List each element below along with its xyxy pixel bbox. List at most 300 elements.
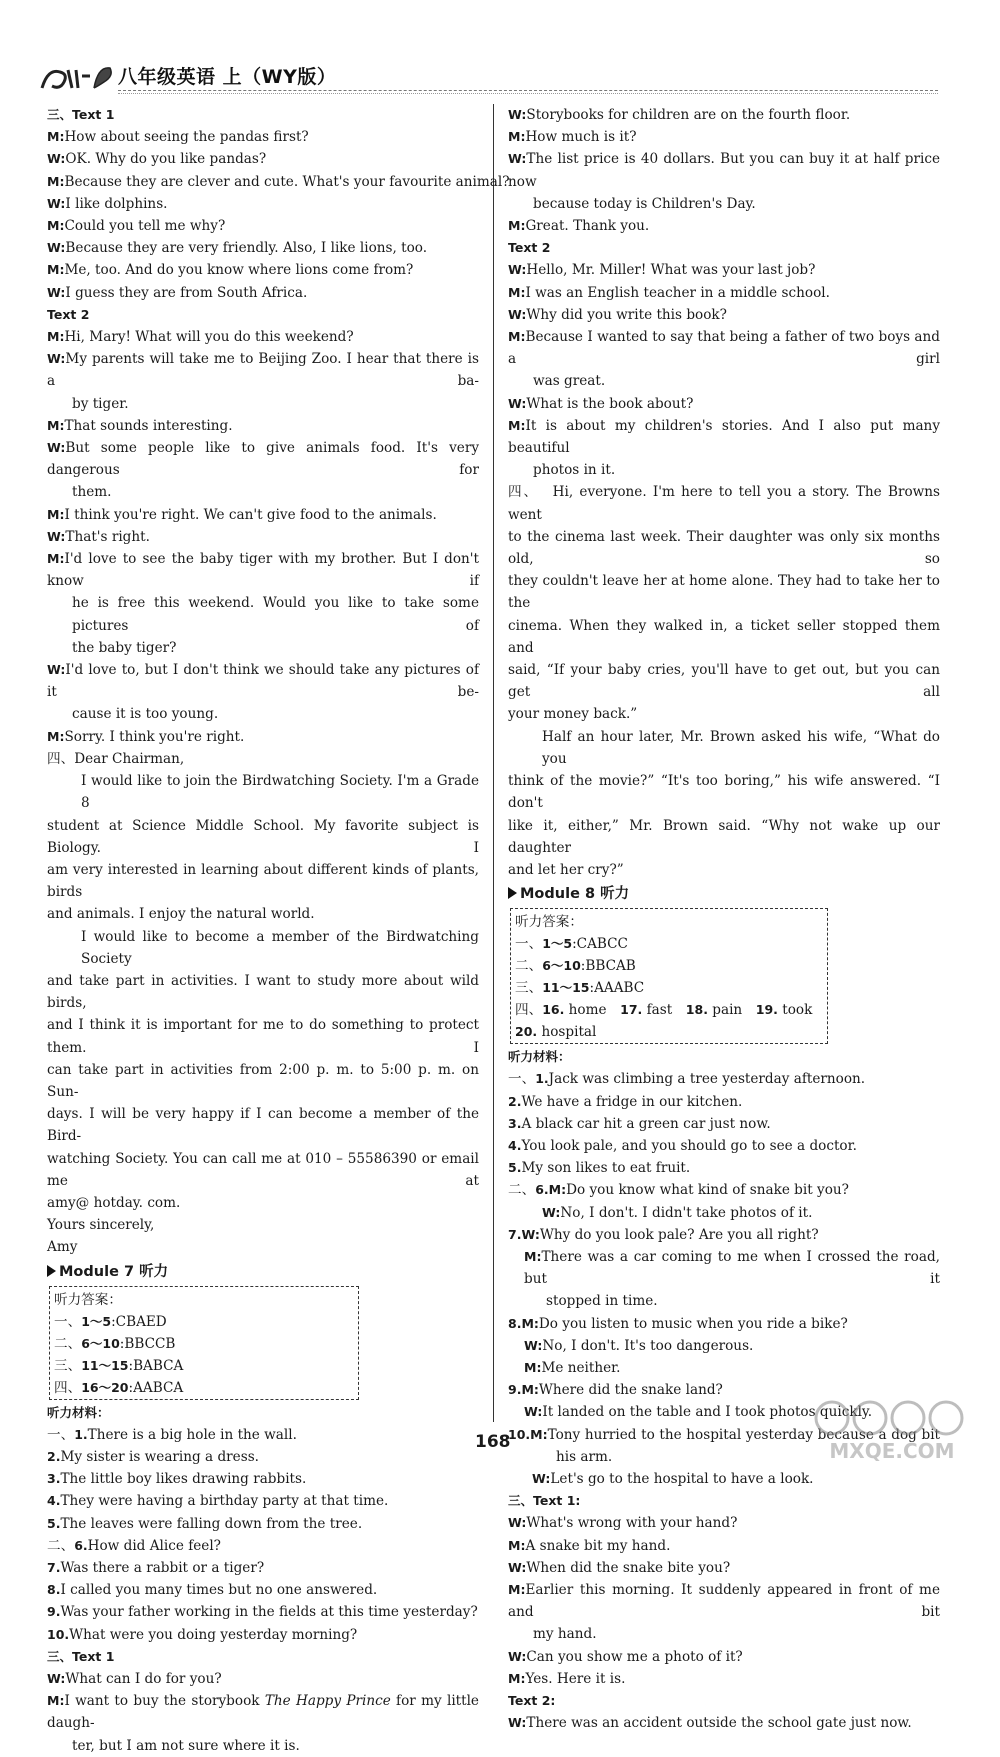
dialogue-text: It is about my children's stories. And I also put many beautiful: [508, 417, 940, 457]
section-marker: 二、: [47, 1537, 75, 1554]
answer-range: 1～5: [542, 936, 573, 952]
text-line: [508, 1357, 940, 1379]
dialogue-text: Can you show me a photo of it?: [526, 1648, 743, 1665]
text-line: [47, 526, 479, 548]
text-line: [47, 726, 479, 748]
item-text: They were having a birthday party at that time.: [60, 1493, 389, 1510]
speaker-label: W:: [508, 306, 527, 322]
section-marker: 四、: [47, 750, 75, 767]
item-number: 2.: [47, 1448, 61, 1464]
text-line: [508, 1290, 940, 1312]
dialogue-text: I'd love to, but I don't think we should take any pictures of it be-: [47, 662, 479, 701]
section-marker: 四、: [515, 1002, 543, 1019]
item-text: My son likes to eat fruit.: [521, 1160, 691, 1177]
dialogue-text: How about seeing the pandas first?: [64, 129, 309, 146]
text-line: [54, 1311, 352, 1333]
text-line: [508, 1091, 940, 1113]
text-line: [508, 1512, 940, 1534]
page-header: [38, 58, 938, 98]
text-line: [54, 1355, 352, 1377]
item-number: 6.: [74, 1537, 88, 1553]
dialogue-text: Me neither.: [541, 1359, 621, 1376]
answer-number: 17.: [620, 1002, 643, 1018]
speaker-label: W:: [521, 1226, 540, 1242]
text-line: [508, 1712, 940, 1734]
dialogue-text: I guess they are from South Africa.: [65, 284, 308, 301]
column-divider: [493, 104, 494, 1422]
text-line: [508, 459, 940, 481]
dialogue-text: Because they are very friendly. Also, I like lions, too.: [65, 240, 428, 257]
answer-range: 1～5: [81, 1313, 112, 1329]
item-text: Was there a rabbit or a tiger?: [60, 1559, 265, 1576]
text-line: [508, 726, 940, 770]
speaker-label: M:: [47, 262, 65, 278]
speaker-label: M:: [47, 551, 65, 567]
text-line: [508, 659, 940, 703]
dialogue-text: That sounds interesting.: [64, 417, 233, 434]
answer-range: 6～10: [81, 1335, 120, 1351]
dialogue-text: Why do you look pale? Are you all right?: [539, 1226, 819, 1243]
text-line: [508, 1623, 940, 1645]
text-line: [47, 1402, 479, 1424]
dialogue-text: my hand.: [533, 1626, 597, 1643]
item-number: 4.: [508, 1137, 522, 1153]
speaker-label: M:: [47, 506, 65, 522]
text-line: [508, 126, 940, 148]
text-line: [508, 526, 940, 570]
speaker-label: M:: [548, 1182, 567, 1198]
text-line: [508, 1468, 940, 1490]
dialogue-text: by tiger.: [72, 395, 129, 412]
speaker-label: W:: [47, 662, 66, 678]
book-title-italic: The Happy Prince: [264, 1693, 391, 1710]
text-line: [47, 703, 479, 725]
speaker-label: M:: [521, 1382, 539, 1398]
dialogue-text: OK. Why do you like pandas?: [65, 151, 267, 168]
letter-text: student at Science Middle School. My favorite subject is Biology. I: [47, 817, 479, 856]
speaker-label: W:: [508, 1515, 527, 1531]
item-number: 8.: [47, 1582, 61, 1598]
answer-key: :AABCA: [128, 1379, 184, 1396]
letter-text: watching Society. You can call me at 010 – 55586390 or email me at: [47, 1150, 479, 1189]
answer-range: 16～20: [81, 1379, 129, 1395]
text-line: [508, 615, 940, 659]
section-marker: 一、: [508, 1071, 536, 1088]
text-line: [47, 1624, 479, 1646]
dialogue-text: I was an English teacher in a middle school.: [525, 284, 830, 301]
text-line: [47, 437, 479, 481]
answer-word: home: [564, 1002, 607, 1019]
dialogue-text: There was an accident outside the school gate just now.: [526, 1715, 912, 1732]
dialogue-text: No, I don't. It's too dangerous.: [542, 1337, 754, 1354]
text-line: [508, 1135, 940, 1157]
item-number: 10.: [508, 1426, 531, 1442]
item-number: 4.: [47, 1493, 61, 1509]
answer-box-title: 听力答案：: [54, 1291, 122, 1308]
speaker-label: W:: [47, 240, 66, 256]
speaker-label: W:: [508, 107, 527, 122]
item-number: 10.: [47, 1626, 70, 1642]
dialogue-text: What's wrong with your hand?: [526, 1515, 738, 1532]
text-line: [508, 148, 940, 192]
letter-text: I would like to become a member of the Birdwatching Society: [81, 928, 479, 967]
module-title: Module 8 听力: [520, 886, 630, 903]
text-line: [508, 393, 940, 415]
text-line: [47, 1424, 479, 1446]
dialogue-text: Great. Thank you.: [525, 218, 650, 235]
page-number: 168: [475, 1432, 511, 1452]
watermark-text: MXQE.COM: [829, 1439, 955, 1463]
text-line: [508, 237, 940, 259]
story-text: like it, either,” Mr. Brown said. “Why not wake up our daughter: [508, 817, 940, 856]
text-line: [47, 970, 479, 1014]
item-text: The leaves were falling down from the tree.: [60, 1515, 363, 1532]
item-number: 5.: [508, 1160, 522, 1176]
answer-word: fast: [642, 1002, 673, 1019]
speaker-label: M:: [508, 1670, 526, 1686]
section-marker: 三、: [54, 1357, 82, 1374]
text-line: [47, 637, 479, 659]
dialogue-text: Because they are clever and cute. What's your favourite animal?: [64, 173, 510, 190]
text-line: [508, 282, 940, 304]
letter-text: and animals. I enjoy the natural world.: [47, 906, 315, 923]
dialogue-text: Yes. Here it is.: [525, 1670, 626, 1687]
text-line: [508, 326, 940, 370]
dialogue-text: Why did you write this book?: [526, 306, 727, 323]
story-text: Hi, everyone. I'm here to tell you a story. The Browns went: [508, 484, 941, 523]
text-line: [515, 999, 821, 1021]
story-text: they couldn't leave her at home alone. They had to take her to the: [508, 573, 940, 612]
dialogue-text: What can I do for you?: [65, 1671, 222, 1687]
text-line: [515, 911, 821, 933]
dialogue-text: Hi, Mary! What will you do this weekend?: [64, 329, 354, 346]
item-text: My sister is wearing a dress.: [60, 1448, 259, 1465]
text-line: [508, 1557, 940, 1579]
speaker-label: W:: [47, 151, 66, 167]
text-line: [47, 326, 479, 348]
story-text: Half an hour later, Mr. Brown asked his wife, “What do you: [542, 728, 940, 767]
answer-key: :CBAED: [111, 1313, 167, 1330]
text-line: [508, 215, 940, 237]
answer-box: [510, 908, 828, 1044]
section-marker: 一、: [515, 936, 543, 953]
dialogue-text: Let's go to the hospital to have a look.: [550, 1470, 814, 1487]
story-text: your money back.”: [508, 706, 638, 723]
text-line: [47, 926, 479, 970]
text-line: [508, 1246, 940, 1290]
text-line: [508, 1335, 940, 1357]
text-line: [47, 304, 479, 326]
speaker-label: W:: [47, 195, 66, 211]
section-marker: 三、: [515, 980, 543, 997]
text-line: [515, 955, 821, 977]
item-text: Jack was climbing a tree yesterday afternoon.: [548, 1071, 866, 1088]
speaker-label: W:: [508, 1715, 527, 1731]
speaker-label: M:: [47, 129, 65, 145]
text-line: [508, 1068, 940, 1090]
speaker-label: M:: [47, 218, 65, 234]
answer-key: :BBCCB: [119, 1335, 176, 1352]
dialogue-text: Me, too. And do you know where lions come from?: [64, 262, 414, 279]
item-number: 3.: [47, 1471, 61, 1487]
text-line: [47, 504, 479, 526]
answer-number: 19.: [755, 1002, 778, 1018]
section-marker: 一、: [47, 1426, 75, 1443]
item-number: 5.: [47, 1515, 61, 1531]
text-line: [508, 570, 940, 614]
story-text: said, “If your baby cries, you'll have to get out, but you can get all: [508, 662, 940, 701]
text-line: [508, 259, 940, 281]
answer-number: 18.: [685, 1002, 708, 1018]
letter-text: Amy: [47, 1239, 78, 1256]
dialogue-text: A snake bit my hand.: [525, 1537, 671, 1554]
speaker-label: M:: [508, 417, 526, 433]
header-rule: [118, 90, 938, 94]
letter-text: can take part in activities from 2:00 p. m. to 5:00 p. m. on Sun-: [47, 1061, 479, 1100]
answer-number: 16.: [542, 1002, 565, 1018]
dialogue-text: them.: [72, 484, 112, 501]
text-line: [47, 237, 479, 259]
dialogue-text: What is the book about?: [526, 395, 694, 412]
text-line: [47, 126, 479, 148]
item-text: You look pale, and you should go to see a doctor.: [521, 1137, 857, 1154]
item-number: 3.: [508, 1115, 522, 1131]
section-label: 三、Text 1: [47, 1648, 115, 1664]
answer-word: hospital: [537, 1024, 597, 1041]
text-line: [47, 415, 479, 437]
section-marker: 四、: [54, 1379, 82, 1396]
dialogue-text: Where did the snake land?: [538, 1382, 723, 1399]
speaker-label: M:: [521, 1315, 539, 1331]
section-label: Text 2: [47, 306, 90, 322]
item-number: 2.: [508, 1093, 522, 1109]
text-line: [508, 1313, 940, 1335]
text-line: [47, 1214, 479, 1236]
speaker-label: W:: [532, 1470, 551, 1486]
dialogue-text: Could you tell me why?: [64, 218, 226, 235]
item-text: What were you doing yesterday morning?: [69, 1626, 358, 1643]
speaker-label: W:: [47, 284, 66, 300]
item-number: 7.: [47, 1559, 61, 1575]
right-column: [508, 104, 940, 1734]
text-line: [47, 815, 479, 859]
item-text: Was your father working in the fields at this time yesterday?: [60, 1604, 478, 1621]
dialogue-text: photos in it.: [533, 462, 616, 479]
speaker-label: W:: [524, 1337, 543, 1353]
story-text: cinema. When they walked in, a ticket seller stopped them and: [508, 617, 940, 656]
text-line: [47, 1646, 479, 1668]
speaker-label: W:: [508, 1648, 527, 1664]
text-line: [47, 770, 479, 814]
text-line: [47, 903, 479, 925]
dialogue-text: his arm.: [556, 1448, 613, 1465]
speaker-label: W:: [524, 1404, 543, 1420]
text-line: [47, 659, 479, 703]
section-label: Text 2: [508, 240, 551, 256]
dialogue-text: was great.: [533, 373, 606, 390]
text-line: [47, 1490, 479, 1512]
letter-text: and I think it is important for me to do something to protect them. I: [47, 1017, 479, 1056]
text-line: [47, 1446, 479, 1468]
item-number: 8.: [508, 1315, 522, 1331]
material-label: 听力材料：: [508, 1049, 571, 1065]
text-line: [508, 1668, 940, 1690]
answer-range: 11～15: [81, 1357, 129, 1373]
text-line: [47, 1103, 479, 1147]
text-line: [47, 1513, 479, 1535]
text-line: [47, 171, 510, 193]
item-number: 7.: [508, 1226, 522, 1242]
speaker-label: W:: [47, 440, 66, 456]
brand-logo: [38, 62, 116, 94]
text-line: [47, 592, 479, 636]
item-number: 1.: [535, 1071, 549, 1087]
speaker-label: M:: [530, 1426, 548, 1442]
text-line: [508, 1535, 940, 1557]
dialogue-text: How much is it?: [525, 129, 637, 146]
item-text: How did Alice feel?: [87, 1537, 221, 1554]
story-text: to the cinema last week. Their daughter was only six months old, so: [508, 528, 940, 568]
text-line: [508, 1646, 940, 1668]
text-line: [508, 104, 940, 126]
dialogue-text: I want to buy the storybook: [64, 1693, 265, 1710]
text-line: [47, 1601, 479, 1623]
text-line: [47, 104, 479, 126]
triangle-marker-icon: [47, 1265, 56, 1277]
letter-text: and take part in activities. I want to study more about wild birds,: [47, 972, 479, 1012]
module-title: Module 7 听力: [59, 1263, 169, 1280]
section-marker: 二、: [54, 1335, 82, 1352]
speaker-label: M:: [508, 1537, 526, 1553]
speaker-label: W:: [508, 395, 527, 411]
dialogue-text: the baby tiger?: [72, 639, 177, 656]
text-line: [508, 370, 940, 392]
answer-key: :BABCA: [128, 1357, 184, 1374]
text-line: [515, 977, 821, 999]
text-line: [54, 1289, 352, 1311]
text-line: [47, 1557, 479, 1579]
speaker-label: W:: [47, 351, 66, 367]
speaker-label: W:: [508, 1559, 527, 1575]
answer-box: [49, 1286, 359, 1400]
section-label: Text 2:: [508, 1693, 556, 1708]
text-line: [508, 1157, 940, 1179]
text-line: [47, 1735, 479, 1757]
item-text: The little boy likes drawing rabbits.: [60, 1471, 307, 1488]
dialogue-text: I think you're right. We can't give food to the animals.: [64, 506, 437, 523]
speaker-label: W:: [542, 1204, 561, 1220]
dialogue-text: for my little daugh-: [47, 1693, 479, 1732]
text-line: [47, 859, 479, 903]
letter-greeting: Dear Chairman,: [74, 750, 185, 767]
speaker-label: M:: [524, 1359, 542, 1375]
text-line: [508, 1202, 940, 1224]
book-title: 八年级英语 上（WY版）: [118, 66, 337, 88]
item-number: 1.: [74, 1426, 88, 1442]
text-line: [47, 1192, 479, 1214]
speaker-label: M:: [47, 1693, 65, 1709]
dialogue-text: he is free this weekend. Would you like to take some pictures of: [72, 595, 479, 634]
dialogue-text: Sorry. I think you're right.: [64, 728, 245, 745]
text-line: [508, 193, 940, 215]
letter-text: amy@ hotday. com.: [47, 1194, 181, 1211]
text-line: [508, 1579, 940, 1623]
answer-word: pain: [707, 1002, 743, 1019]
speaker-label: M:: [508, 284, 526, 300]
text-line: [47, 1668, 479, 1690]
dialogue-text: cause it is too young.: [72, 706, 219, 723]
text-line: [47, 1236, 479, 1258]
item-text: A black car hit a green car just now.: [521, 1115, 771, 1132]
answer-box-title: 听力答案：: [515, 914, 583, 931]
item-text: We have a fridge in our kitchen.: [521, 1093, 743, 1110]
text-line: [508, 481, 940, 525]
dialogue-text: Hello, Mr. Miller! What was your last job?: [526, 262, 816, 279]
dialogue-text: Storybooks for children are on the fourth floor.: [526, 107, 851, 123]
speaker-label: M:: [508, 1581, 526, 1597]
item-number: 9.: [47, 1604, 61, 1620]
dialogue-text: Earlier this morning. It suddenly appeared in front of me and bit: [508, 1581, 940, 1621]
speaker-label: W:: [508, 262, 527, 278]
dialogue-text: I like dolphins.: [65, 195, 168, 212]
section-marker: 四、: [508, 484, 540, 501]
speaker-label: M:: [508, 329, 526, 345]
speaker-label: M:: [47, 417, 65, 433]
dialogue-text: But some people like to give animals food. It's very dangerous for: [47, 440, 479, 479]
dialogue-text: I'd love to see the baby tiger with my brother. But I don't know if: [47, 551, 479, 590]
module-heading: [508, 882, 940, 906]
answer-key: :AAABC: [589, 980, 645, 997]
text-line: [508, 770, 940, 814]
text-line: [508, 859, 940, 881]
text-line: [508, 1046, 940, 1068]
text-line: [54, 1377, 352, 1399]
story-text: think of the movie?” “It's too boring,” his wife answered. “I don't: [508, 773, 940, 812]
item-number: 9.: [508, 1382, 522, 1398]
item-text: There is a big hole in the wall.: [87, 1426, 297, 1443]
text-line: [508, 1490, 940, 1512]
text-line: [47, 1579, 479, 1601]
text-line: [47, 193, 479, 215]
dialogue-text: Do you listen to music when you ride a bike?: [538, 1315, 848, 1332]
item-number: 6.: [535, 1182, 549, 1198]
answer-range: 11～15: [542, 980, 590, 996]
speaker-label: M:: [508, 218, 526, 234]
text-line: [47, 282, 479, 304]
answer-word: took: [777, 1002, 813, 1019]
dialogue-text: There was a car coming to me when I crossed the road, but it: [524, 1248, 940, 1288]
dialogue-text: It landed on the table and I took photos quickly.: [542, 1404, 873, 1421]
section-label: 三、Text 1: [47, 107, 115, 122]
dialogue-text: stopped in time.: [546, 1293, 658, 1310]
text-line: [47, 481, 479, 503]
text-line: [47, 393, 479, 415]
story-text: and let her cry?”: [508, 861, 624, 878]
dialogue-text: ter, but I am not sure where it is.: [72, 1737, 300, 1754]
speaker-label: M:: [47, 728, 65, 744]
dialogue-text: The list price is 40 dollars. But you can buy it at half price now: [508, 151, 940, 190]
speaker-label: M:: [47, 329, 65, 345]
dialogue-text: My parents will take me to Beijing Zoo. I hear that there is a ba-: [47, 351, 479, 390]
text-line: [47, 215, 479, 237]
text-line: [508, 1179, 940, 1201]
answer-key: :CABCC: [572, 936, 628, 953]
text-line: [47, 548, 479, 592]
dialogue-text: Tony hurried to the hospital yesterday because a dog bit: [547, 1426, 940, 1443]
text-line: [47, 1148, 479, 1192]
speaker-label: W:: [47, 528, 66, 544]
text-line: [47, 348, 479, 392]
